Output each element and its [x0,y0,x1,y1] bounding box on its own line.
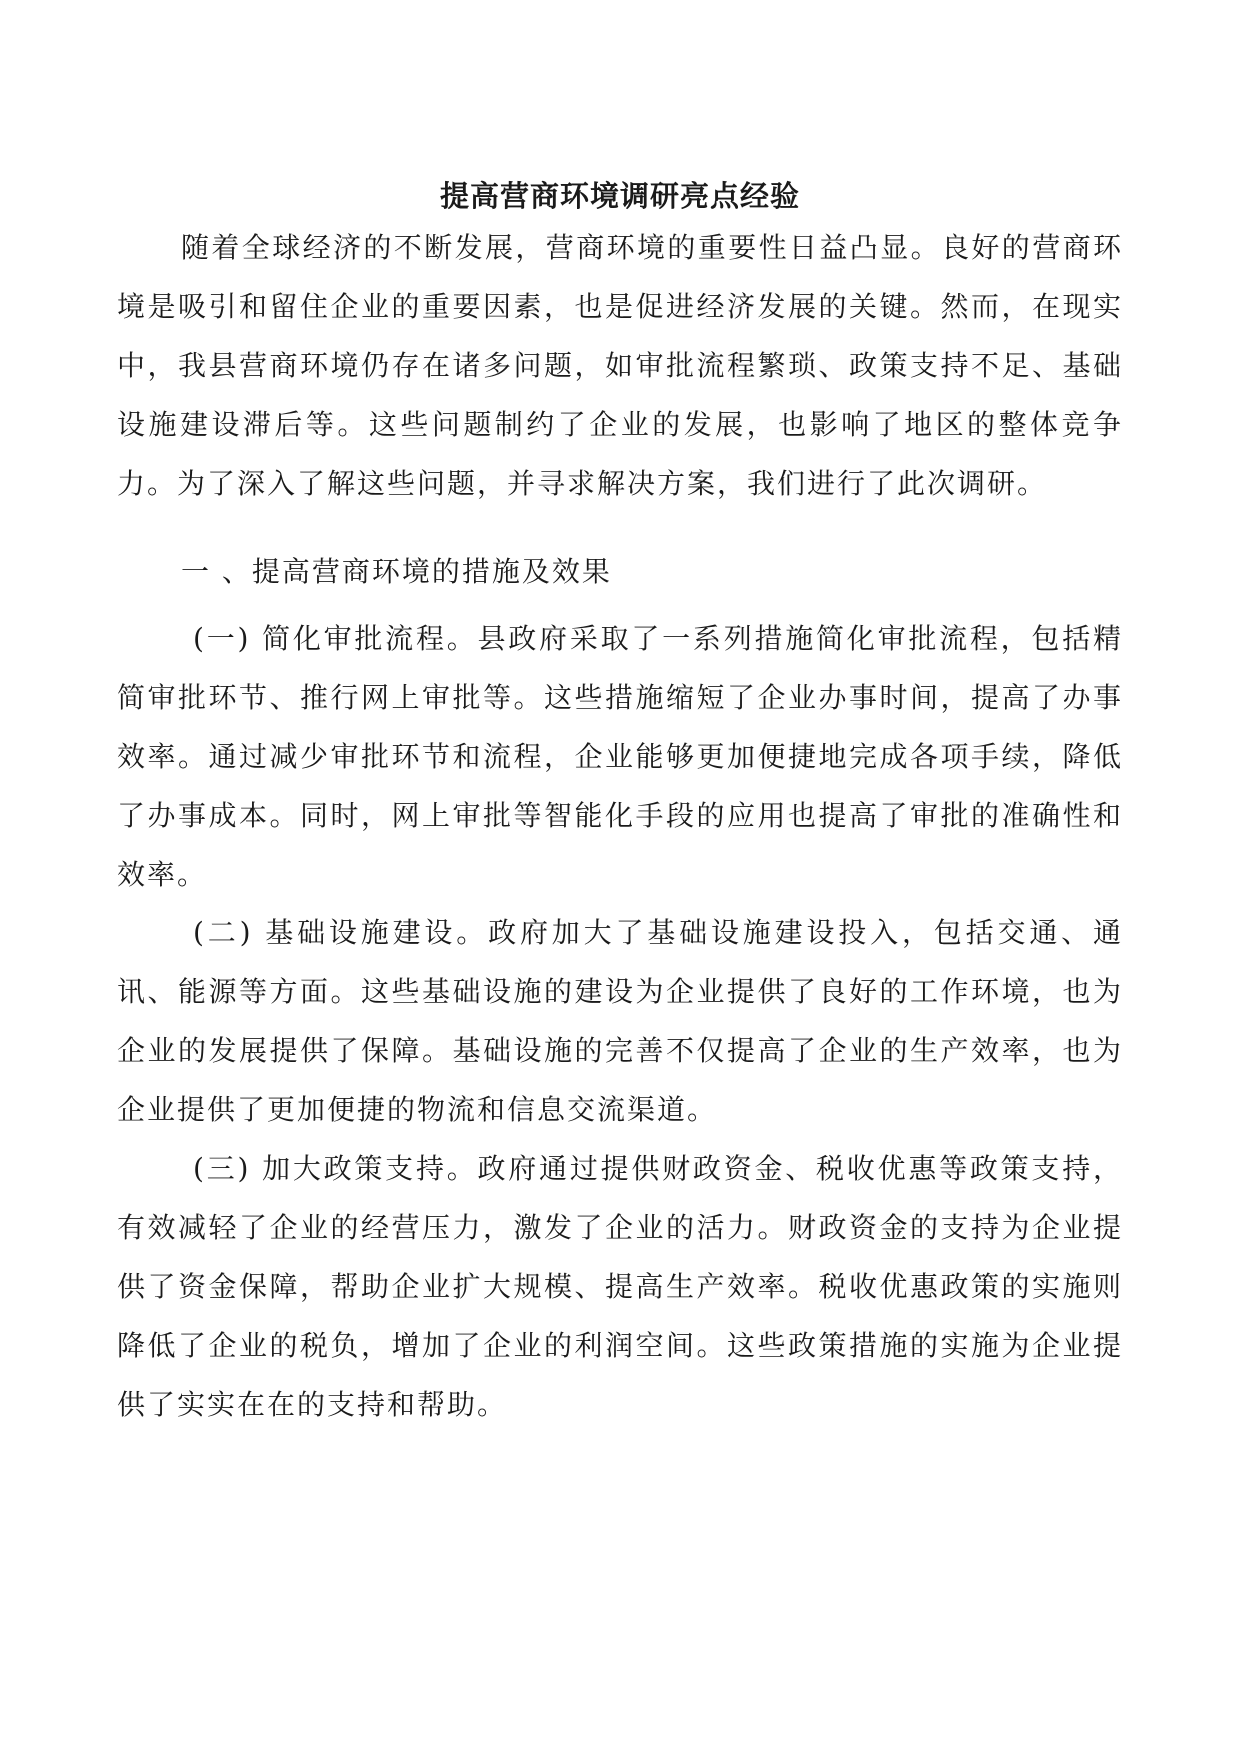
item-paragraph-3: (三) 加大政策支持。政府通过提供财政资金、税收优惠等政策支持，有效减轻了企业的经营压力，激发了企业的活力。财政资金的支持为企业提供了资金保障，帮助企业扩大规模、提高生产效率。税收优惠政策的实施则降低了企业的税负，增加了企业的利润空间。这些政策措施的实施为企业提供了实实在在的支持和帮助。 [117,1152,1123,1421]
document-title: 提高营商环境调研亮点经验 [439,179,800,213]
section-heading: 一 、提高营商环境的措施及效果 [181,555,612,588]
intro-paragraph: 随着全球经济的不断发展，营商环境的重要性日益凸显。良好的营商环境是吸引和留住企业的重要因素，也是促进经济发展的关键。然而，在现实中，我县营商环境仍存在诸多问题，如审批流程繁琐、政策支持不足、基础设施建设滞后等。这些问题制约了企业的发展，也影响了地区的整体竞争力。为了深入了解这些问题，并寻求解决方案，我们进行了此次调研。 [117,231,1123,500]
item-paragraph-2: (二) 基础设施建设。政府加大了基础设施建设投入，包括交通、通讯、能源等方面。这些基础设施的建设为企业提供了良好的工作环境，也为企业的发展提供了保障。基础设施的完善不仅提高了企业的生产效率，也为企业提供了更加便捷的物流和信息交流渠道。 [117,916,1123,1126]
item-paragraph-1: (一) 简化审批流程。县政府采取了一系列措施简化审批流程，包括精简审批环节、推行网上审批等。这些措施缩短了企业办事时间，提高了办事效率。通过减少审批环节和流程，企业能够更加便捷地完成各项手续，降低了办事成本。同时，网上审批等智能化手段的应用也提高了审批的准确性和效率。 [117,622,1123,891]
